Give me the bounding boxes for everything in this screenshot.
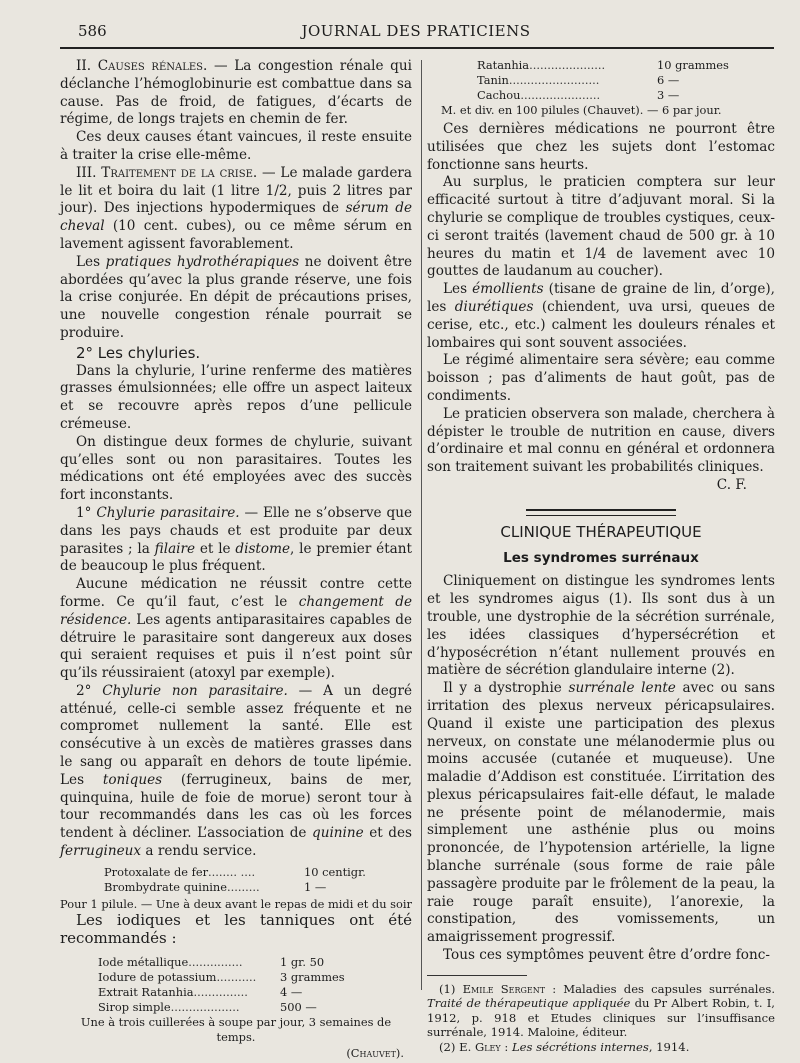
section-title: CLINIQUE THÉRAPEUTIQUE: [500, 522, 702, 541]
paragraph: Cliniquement on distingue les syndromes lents et les syndromes aigus (1). Ils sont dus à un trouble, une dystrophie de la sécrétion surrénale, les idées classiques d’hypersécrétion et d’hyposécrétion n’étant nullement prouvés en matière de sécrétion glandulaire interne (2).: [427, 573, 775, 679]
paragraph-text: Les agents antiparasitaires capables de détruire le parasitaire sont dangereux aux doses qui seraient requises et puis il n’est point sûr qu’ils réussiraient (atoxyl par exemple).: [60, 611, 412, 682]
emphasis: Chylurie non parasitaire.: [102, 682, 288, 699]
paragraph-traitement-crise: [60, 165, 412, 254]
prescription-row: [98, 970, 360, 985]
run-in-heading: III. Traitement de la crise.: [76, 164, 258, 181]
ingredient-amount: 1 —: [304, 879, 327, 894]
emphasis: diurétiques: [454, 298, 534, 315]
emphasis: toniques: [102, 771, 163, 788]
paragraph: Au surplus, le praticien comptera sur leur efficacité surtout à titre d’adjuvant moral. Si la chylurie se complique de troubles cystiques, ceux-ci seront traités (lavement chaud de 500 gr. à 10 heures du matin et 1/4 de lavement avec 10 gouttes de laudanum au coucher).: [427, 174, 775, 280]
left-column: [60, 58, 412, 1063]
footnote-text: du Pr Albert Robin, t. I, 1912, p. 918 et Etudes cliniques sur l’insuffisance surrénale, 1914. Maloine, éditeur.: [427, 996, 775, 1040]
ingredient-name: Extrait Ratanhia: [98, 985, 194, 1000]
ingredient-amount: 10 grammes: [657, 58, 729, 72]
ingredient-name: Cachou: [477, 88, 521, 102]
emphasis: filaire: [154, 540, 196, 557]
footnote-text: :: [500, 1039, 512, 1054]
prescription-row: [98, 1000, 360, 1015]
leader-dots: ......................: [520, 88, 601, 102]
header-rule: [60, 47, 774, 49]
prescription-row: [104, 865, 374, 880]
paragraph-iodiques: Les iodiques et les tanniques ont été recommandés :: [60, 910, 412, 947]
ingredient-amount: 1 gr. 50: [280, 955, 325, 970]
leader-dots: .....................: [529, 58, 606, 72]
prescription-source: (Chauvet).: [346, 1046, 404, 1061]
footnote-text: (2) E.: [439, 1039, 475, 1054]
paragraph: Dans la chylurie, l’urine renferme des matières grasses émulsionnées; elle offre un aspect laiteux et se recouvre après repos d’une pellicule crémeuse.: [60, 362, 412, 432]
leader-dots: ...........: [216, 970, 257, 985]
ingredient-name: Iode métallique: [98, 955, 189, 970]
journal-title: JOURNAL DES PRATICIENS: [301, 22, 531, 40]
prescription-2: [98, 955, 360, 1015]
leader-dots: .........................: [508, 73, 600, 87]
run-in-heading: II. Causes rénales.: [76, 58, 208, 74]
prescription-row: [477, 73, 737, 88]
footnote-2: [427, 1040, 775, 1055]
ingredient-amount: 4 —: [280, 985, 303, 1000]
prescription-row: [98, 985, 360, 1000]
paragraph-text: et des: [363, 825, 412, 842]
paragraph-text: Les: [443, 281, 473, 298]
paragraph: Ces deux causes étant vaincues, il reste ensuite à traiter la crise elle-même.: [60, 129, 412, 163]
prescription-note: Une à trois cuillerées à soupe par jour, 3 semaines de temps.: [80, 1015, 392, 1045]
ingredient-amount: 10 centigr.: [304, 864, 366, 879]
prescription-row: [477, 58, 737, 73]
emphasis: distome: [235, 540, 290, 557]
leader-dots: ...............: [193, 985, 248, 1000]
footnote-text: , 1914.: [648, 1039, 690, 1054]
paragraph: [60, 254, 412, 343]
paragraph-text: Aucune médication ne réussit contre cette forme. Ce qu’il faut, c’est le: [60, 576, 412, 610]
section-separator: [526, 509, 676, 516]
ingredient-name: Iodure de potassium: [98, 970, 217, 985]
running-header: [58, 22, 774, 44]
page-number: 586: [78, 22, 107, 40]
ingredient-amount: 500 —: [280, 1000, 317, 1015]
paragraph: [427, 281, 775, 352]
leader-dots: .........: [227, 879, 260, 894]
prescription-note: M. et div. en 100 pilules (Chauvet). — 6 par jour.: [441, 103, 722, 117]
paragraph: [60, 576, 412, 683]
paragraph: On distingue deux formes de chylurie, suivant qu’elles sont ou non parasitaires. Toutes les médications ont été employées avec des succès fort inconstants.: [60, 433, 412, 504]
paragraph-text: (ferrugineux, bains de mer, quinquina, huile de foie de morue) seront tour à tour recommandés dans les cas où les forces tendent à décliner. L’association de: [60, 771, 412, 842]
emphasis: émollients: [472, 281, 544, 298]
prescription-note: Pour 1 pilule. — Une à deux avant le repas de midi et du soir: [60, 896, 412, 911]
paragraph-text: Les: [76, 253, 106, 270]
emphasis: pratiques hydrothérapiques: [105, 253, 300, 270]
paragraph-text: ne doivent être abordées qu’avec la plus grande réserve, une fois la crise conjurée. En dépit de précautions prises, une nouvelle congestion rénale pourrait se produire.: [60, 253, 412, 341]
ingredient-name: Brombydrate quinine: [104, 879, 227, 894]
paragraph-causes-renales: [60, 58, 412, 129]
ingredient-name: Protoxalate de fer: [104, 864, 209, 879]
paragraph-text: Il y a dystrophie: [443, 680, 569, 697]
ingredient-amount: 3 grammes: [280, 970, 345, 985]
emphasis: ferrugineux: [60, 843, 142, 860]
paragraph-text: avec ou sans irritation des plexus nerveux péricapsulaires. Quand il existe une participation des plexus nerveux, on constate une mélanodermie plus ou moins accusée (cutanée et muqueuse). Une maladie d’Addison est constituée. L’irritation des plexus péricapsulaires fait-elle défaut, le malade ne présente point de mélanodermie, mais simplement une asthénie plus ou moins prononcée, de l’hypotension artérielle, la ligne blanche surrénale (sous forme de raie pâle passagère produite par le frôlement de la peau, la raie rouge paraît ensuite), l’anorexie, la constipation, des vomissements, un amaigrissement progressif.: [427, 680, 776, 946]
paragraph: Le régimé alimentaire sera sévère; eau comme boisson ; pas d’aliments de haut goût, pas de condiments.: [427, 352, 775, 404]
footnote-1: [427, 982, 775, 1040]
ingredient-name: Sirop simple: [98, 1000, 171, 1015]
leader-dots: ...............: [188, 955, 243, 970]
emphasis: quinine: [312, 825, 364, 842]
paragraph-text: — A un degré atténué, celle-ci semble assez fréquente et ne compromet nullement la santé. Elle est consécutive à un excès de matières grasses dans le sang ou apparaît en dehors de toute lipémie. Les: [60, 682, 412, 788]
prescription-row: [477, 88, 737, 103]
paragraph: Tous ces symptômes peuvent être d’ordre fonc-: [443, 947, 770, 964]
ingredient-name: Tanin: [477, 73, 509, 87]
paragraph-text: a rendu service.: [141, 843, 257, 860]
section-heading-chyluries: 2° Les chyluries.: [76, 343, 201, 362]
emphasis: surrénale lente: [568, 680, 676, 697]
paragraph-text: — Elle ne s’observe que dans les pays chauds et est produite par deux parasites ; la: [60, 504, 412, 557]
paragraph: Le praticien observera son malade, cherchera à dépister le trouble de nutrition en cause, divers d’ordinaire et mal connu en général et ordonnera son traitement suivant les probabilités cliniques.: [427, 405, 775, 476]
paragraph: [60, 505, 412, 576]
paragraph: Ces dernières médications ne pourront être utilisées que chez les sujets dont l’estomac fonctionne sans heurts.: [427, 121, 775, 173]
paragraph: [427, 680, 775, 947]
paragraph-text: — Le malade gardera le lit et boira du lait (1 litre 1/2, puis 2 litres par jour). Des injections hypodermiques de: [60, 164, 412, 217]
emphasis: Traité de thérapeutique appliquée: [427, 996, 631, 1011]
paragraph-text: (10 cent. cubes), ou ce même sérum en lavement agissent favorablement.: [60, 218, 412, 252]
prescription-1: [104, 865, 374, 895]
paragraph-text: et le: [195, 540, 236, 557]
column-divider: [421, 60, 422, 990]
leader-dots: ........ ....: [208, 864, 256, 879]
emphasis: Chylurie parasitaire.: [96, 504, 240, 521]
prescription-row: [104, 880, 374, 895]
paragraph: [60, 683, 412, 861]
paragraph-text: (tisane de graine de lin, d’orge), les: [427, 281, 775, 315]
ingredient-amount: 3 —: [657, 88, 680, 102]
prescription-3: [477, 58, 737, 103]
footnote-text: (1): [439, 981, 463, 996]
paragraph-text: 1°: [76, 504, 97, 521]
emphasis: changement de résidence.: [60, 593, 412, 628]
paragraph-text: 2°: [76, 682, 103, 699]
author-signature: C. F.: [716, 476, 747, 493]
paragraph-text: (chiendent, uva ursi, queues de cerise, etc., etc.) calment les douleurs rénales et lombaires qui sont souvent associées.: [427, 298, 775, 351]
paragraph-text: — La congestion rénale qui déclanche l’hémoglobinurie est combattue dans sa cause. Pas de froid, de fatigues, d’écarts de régime, de longs trajets en chemin de fer.: [60, 58, 412, 128]
footnote-author: Emile Sergent: [462, 981, 546, 996]
right-column: [427, 58, 775, 1054]
emphasis: Les sécrétions internes: [511, 1039, 649, 1054]
footnote-text: : Maladies des capsules surrénales.: [545, 981, 776, 996]
prescription-row: [98, 955, 360, 970]
emphasis: sérum de cheval: [60, 200, 413, 235]
leader-dots: ...................: [170, 1000, 240, 1015]
footnote-rule: [427, 975, 527, 976]
paragraph-text: , le premier étant de beaucoup le plus fréquent.: [60, 540, 412, 575]
footnote-author: Gley: [474, 1039, 501, 1054]
ingredient-amount: 6 —: [657, 73, 680, 87]
ingredient-name: Ratanhia: [477, 58, 530, 72]
article-title: Les syndromes surrénaux: [503, 549, 699, 566]
